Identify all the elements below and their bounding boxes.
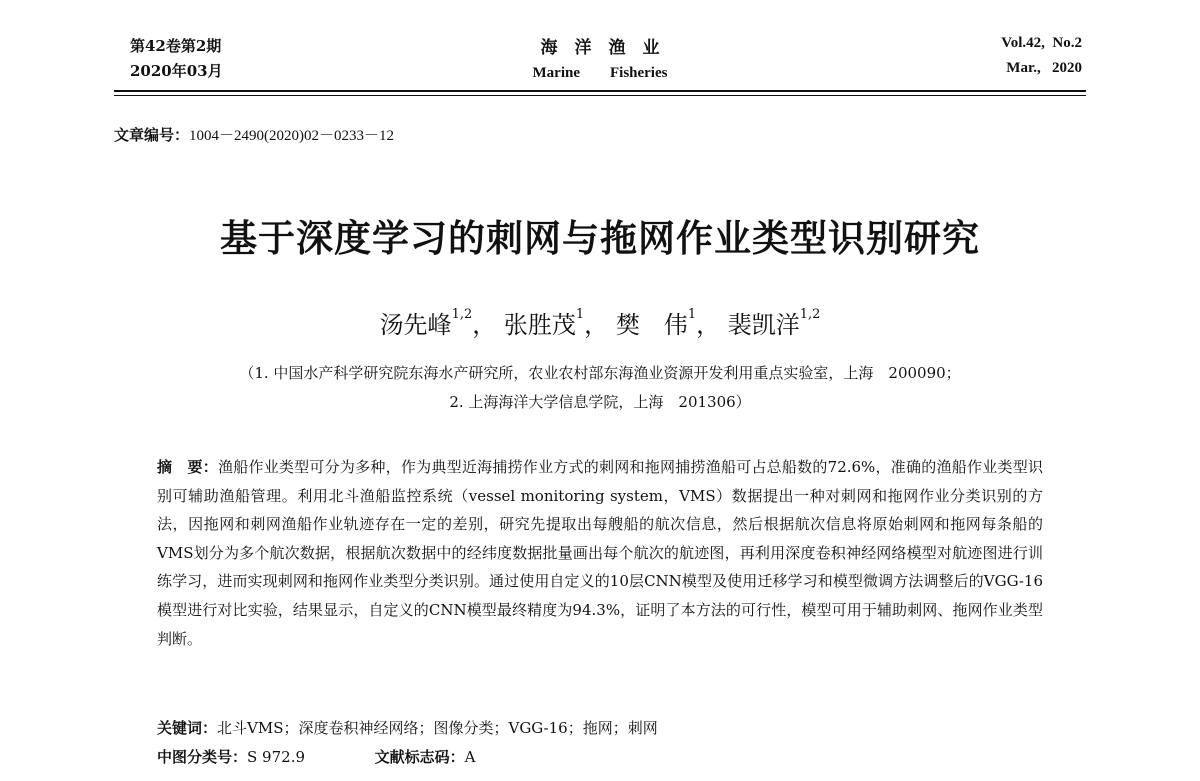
article-number-value: 1004－2490(2020)02－0233－12 <box>189 128 395 144</box>
author-affiliation-mark: 1 <box>575 307 585 322</box>
author-list <box>0 305 1200 340</box>
affiliation-line: （1. 中国水产科学研究院东海水产研究所，农业农村部东海渔业资源开发利用重点实验室，上海 200090； <box>239 364 961 382</box>
author-affiliation-mark: 1,2 <box>799 307 821 322</box>
volume-issue-en: Vol.42, No.2 <box>1001 35 1082 51</box>
author-name: 裴凯洋 <box>727 311 800 339</box>
affiliation-line: 2. 上海海洋大学信息学院，上海 201306） <box>449 393 751 411</box>
doc-code-label: 文献标志码： <box>374 748 465 766</box>
classification <box>157 746 475 767</box>
article-number <box>114 124 394 145</box>
author-separator: ， <box>584 311 609 339</box>
date-cn: 2020年03月 <box>130 62 223 80</box>
author-affiliation-mark: 1,2 <box>451 307 473 322</box>
author-separator: ， <box>696 311 721 339</box>
abstract <box>157 453 1043 653</box>
abstract-text: 渔船作业类型可分为多种，作为典型近海捕捞作业方式的刺网和拖网捕捞渔船可占总船数的72.6%，准确的渔船作业类型识别可辅助渔船管理。利用北斗渔船监控系统（vessel monitoring system，VMS）数据提出一种对刺网和拖网作业分类识别的方法，因拖网和刺网渔船作业轨迹存在一定的差别，研究先提取出每艘船的航次信息，然后根据航次信息将原始刺网和拖网每条船的VMS划分为多个航次数据，根据航次数据中的经纬度数据批量画出每个航次的航迹图，再利用深度卷积神经网络模型对航迹图进行训练学习，进而实现刺网和拖网作业类型分类识别。通过使用自定义的10层CNN模型及使用迁移学习和模型微调方法调整后的VGG-16模型进行对比实验，结果显示，自定义的CNN模型最终精度为94.3%，证明了本方法的可行性，模型可用于辅助刺网、拖网作业类型判断。 <box>157 458 1043 648</box>
keywords-label: 关键词： <box>157 719 218 737</box>
author-name: 汤先峰 <box>379 311 452 339</box>
clc-label: 中图分类号： <box>157 748 248 766</box>
author-name: 张胜茂 <box>503 311 576 339</box>
date-en: Mar., 2020 <box>1006 60 1082 76</box>
volume-issue-cn: 第42卷第2期 <box>130 37 222 55</box>
author-separator: ， <box>472 311 497 339</box>
doc-code-value: A <box>464 748 476 766</box>
abstract-label: 摘 要： <box>157 458 218 476</box>
journal-name-en: Marine Fisheries <box>532 65 668 81</box>
author-affiliation-mark: 1 <box>687 307 697 322</box>
header-rule-thin <box>114 95 1086 96</box>
paper-title: 基于深度学习的刺网与拖网作业类型识别研究 <box>220 217 980 260</box>
keywords-text: 北斗VMS；深度卷积神经网络；图像分类；VGG-16；拖网；刺网 <box>217 719 658 737</box>
header-rule-thick <box>114 90 1086 92</box>
clc-value: S 972.9 <box>247 748 306 766</box>
keywords <box>157 717 658 738</box>
author-name: 樊 伟 <box>615 311 688 339</box>
article-number-label: 文章编号： <box>114 126 190 144</box>
journal-name-cn: 海 洋 渔 业 <box>540 38 660 58</box>
